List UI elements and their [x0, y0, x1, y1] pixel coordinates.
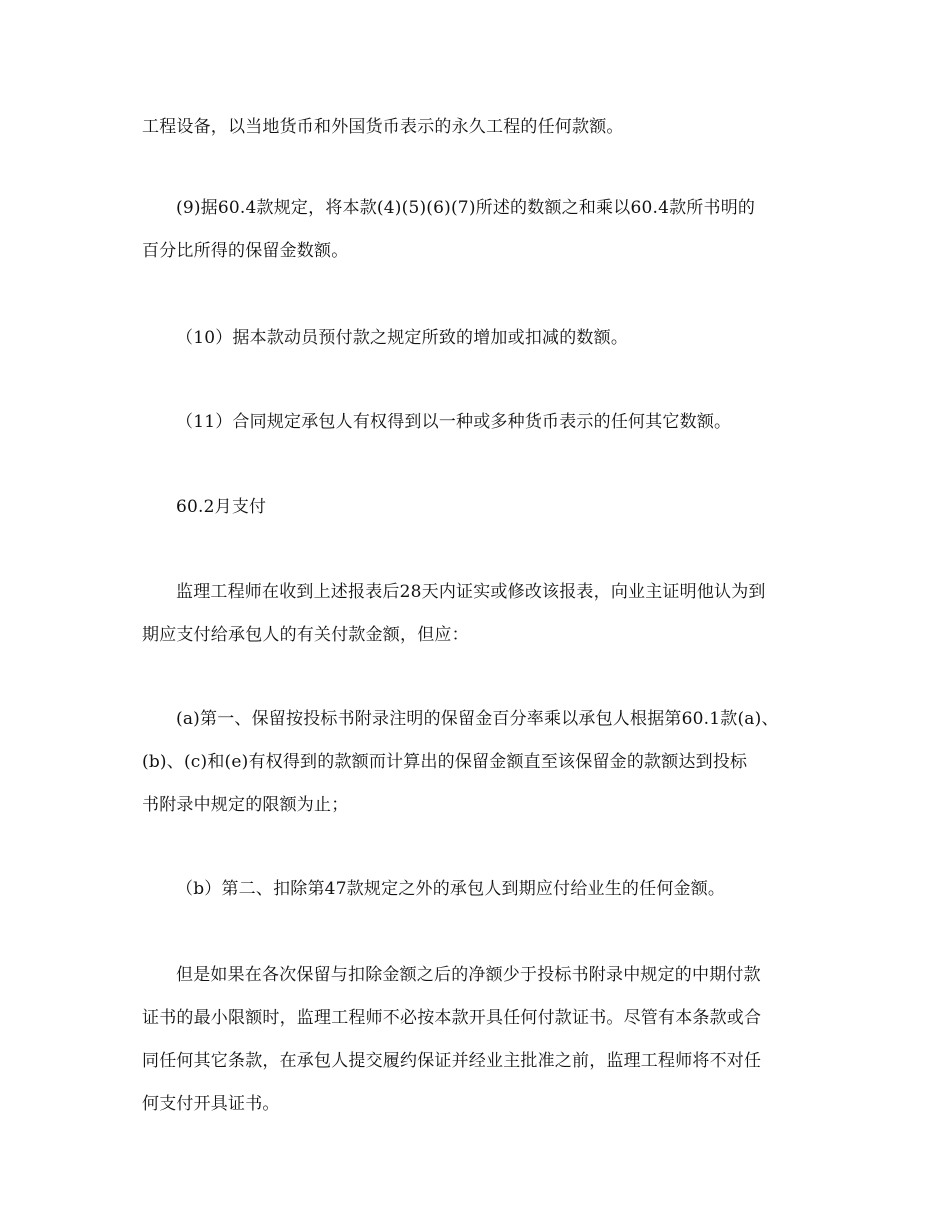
section-heading: 60.2月支付 — [176, 497, 267, 517]
paragraph-line: （11）合同规定承包人有权得到以一种或多种货币表示的任何其它数额。 — [176, 412, 732, 432]
paragraph-line: （b）第二、扣除第47款规定之外的承包人到期应付给业生的任何金额。 — [176, 879, 726, 899]
paragraph-line: 书附录中规定的限额为止； — [142, 795, 349, 815]
paragraph-line: 监理工程师在收到上述报表后28天内证实或修改该报表，向业主证明他认为到 — [176, 582, 766, 602]
paragraph-line: 百分比所得的保留金数额。 — [142, 241, 349, 261]
paragraph-line: 证书的最小限额时，监理工程师不必按本款开具任何付款证书。尽管有本条款或合 — [142, 1008, 762, 1028]
paragraph-line: 但是如果在各次保留与扣除金额之后的净额少于投标书附录中规定的中期付款 — [176, 965, 761, 985]
paragraph-line: (b)、(c)和(e)有权得到的款额而计算出的保留金额直至该保留金的款额达到投标 — [142, 752, 748, 772]
paragraph-line: （10）据本款动员预付款之规定所致的增加或扣减的数额。 — [176, 328, 629, 348]
paragraph-line: 工程设备，以当地货币和外国货币表示的永久工程的任何款额。 — [142, 117, 624, 137]
paragraph-line: 同任何其它条款，在承包人提交履约保证并经业主批准之前，监理工程师将不对任 — [142, 1051, 762, 1071]
paragraph-line: 何支付开具证书。 — [142, 1094, 280, 1114]
paragraph-line: (9)据60.4款规定，将本款(4)(5)(6)(7)所述的数额之和乘以60.4款所书明的 — [176, 198, 756, 218]
paragraph-line: 期应支付给承包人的有关付款金额，但应： — [142, 625, 469, 645]
paragraph-line: (a)第一、保留按投标书附录注明的保留金百分率乘以承包人根据第60.1款(a)、 — [176, 709, 779, 729]
